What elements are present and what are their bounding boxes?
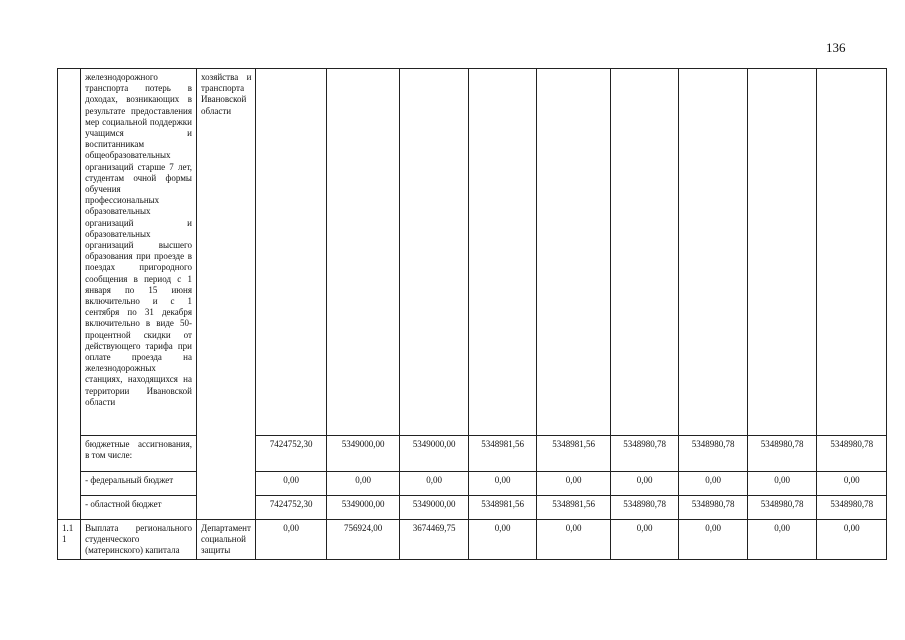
value-cell: 0,00 bbox=[610, 520, 678, 560]
value-cell: 0,00 bbox=[610, 472, 678, 496]
regional-label-cell: - областной бюджет bbox=[81, 496, 197, 520]
measure-name-cell: Выплата регионального студенческого (материнского) капитала bbox=[81, 520, 197, 560]
executor-cell: Департамент социальной защиты bbox=[196, 520, 255, 560]
value-cell: 5348980,78 bbox=[817, 496, 887, 520]
empty-cell bbox=[256, 69, 327, 436]
value-cell: 5348980,78 bbox=[747, 496, 817, 520]
value-cell: 5348980,78 bbox=[747, 436, 817, 472]
empty-cell bbox=[610, 69, 678, 436]
value-cell: 5349000,00 bbox=[326, 436, 400, 472]
empty-cell bbox=[326, 69, 400, 436]
value-cell: 756924,00 bbox=[326, 520, 400, 560]
value-cell: 5348980,78 bbox=[817, 436, 887, 472]
table-row bbox=[58, 436, 887, 472]
value-cell: 0,00 bbox=[817, 520, 887, 560]
value-cell: 5348981,56 bbox=[468, 436, 536, 472]
value-cell: 7424752,30 bbox=[256, 436, 327, 472]
value-cell: 0,00 bbox=[468, 472, 536, 496]
value-cell: 0,00 bbox=[679, 472, 747, 496]
value-cell: 0,00 bbox=[679, 520, 747, 560]
value-cell: 0,00 bbox=[326, 472, 400, 496]
value-cell: 5348980,78 bbox=[679, 496, 747, 520]
value-cell: 0,00 bbox=[468, 520, 536, 560]
value-cell: 5348980,78 bbox=[610, 436, 678, 472]
value-cell: 5348980,78 bbox=[610, 496, 678, 520]
empty-cell bbox=[817, 69, 887, 436]
empty-cell bbox=[400, 69, 468, 436]
measure-name-cell: железнодорожного транспорта потерь в доходах, возникающих в результате предоставления мер социальной поддержки учащимся и воспитанникам общеобразовательных организаций старше 7 лет, студентам очной формы обучения профессиональных образовательных организаций и образовательных организаций высшего образования при проезде в поездах пригородного сообщения в период с 1 января по 15 июня включительно и с 1 сентября по 31 декабря включительно в виде 50-процентной скидки от действующего тарифа при оплате проезда на железнодорожных станциях, находящихся на территории Ивановской области bbox=[81, 69, 197, 436]
value-cell: 0,00 bbox=[256, 520, 327, 560]
value-cell: 5348981,56 bbox=[537, 496, 611, 520]
page-number: 136 bbox=[826, 40, 846, 55]
empty-cell bbox=[537, 69, 611, 436]
value-cell: 0,00 bbox=[747, 520, 817, 560]
value-cell: 5349000,00 bbox=[400, 496, 468, 520]
value-cell: 5349000,00 bbox=[400, 436, 468, 472]
table-row bbox=[58, 69, 887, 436]
budget-table bbox=[57, 68, 887, 560]
executor-cell: хозяйства и транспорта Ивановской области bbox=[196, 69, 255, 520]
budget-label-cell: бюджетные ассигнования, в том числе: bbox=[81, 436, 197, 472]
row-number-cell: 1.1 1 bbox=[58, 520, 81, 560]
table-row bbox=[58, 472, 887, 496]
federal-label-cell: - федеральный бюджет bbox=[81, 472, 197, 496]
value-cell: 5349000,00 bbox=[326, 496, 400, 520]
empty-cell bbox=[747, 69, 817, 436]
row-number-cell bbox=[58, 69, 81, 520]
value-cell: 0,00 bbox=[747, 472, 817, 496]
empty-cell bbox=[468, 69, 536, 436]
value-cell: 7424752,30 bbox=[256, 496, 327, 520]
value-cell: 0,00 bbox=[537, 520, 611, 560]
value-cell: 0,00 bbox=[537, 472, 611, 496]
value-cell: 5348980,78 bbox=[679, 436, 747, 472]
value-cell: 3674469,75 bbox=[400, 520, 468, 560]
value-cell: 0,00 bbox=[817, 472, 887, 496]
table-row bbox=[58, 496, 887, 520]
value-cell: 5348981,56 bbox=[537, 436, 611, 472]
value-cell: 0,00 bbox=[400, 472, 468, 496]
value-cell: 0,00 bbox=[256, 472, 327, 496]
table-row bbox=[58, 520, 887, 560]
value-cell: 5348981,56 bbox=[468, 496, 536, 520]
empty-cell bbox=[679, 69, 747, 436]
